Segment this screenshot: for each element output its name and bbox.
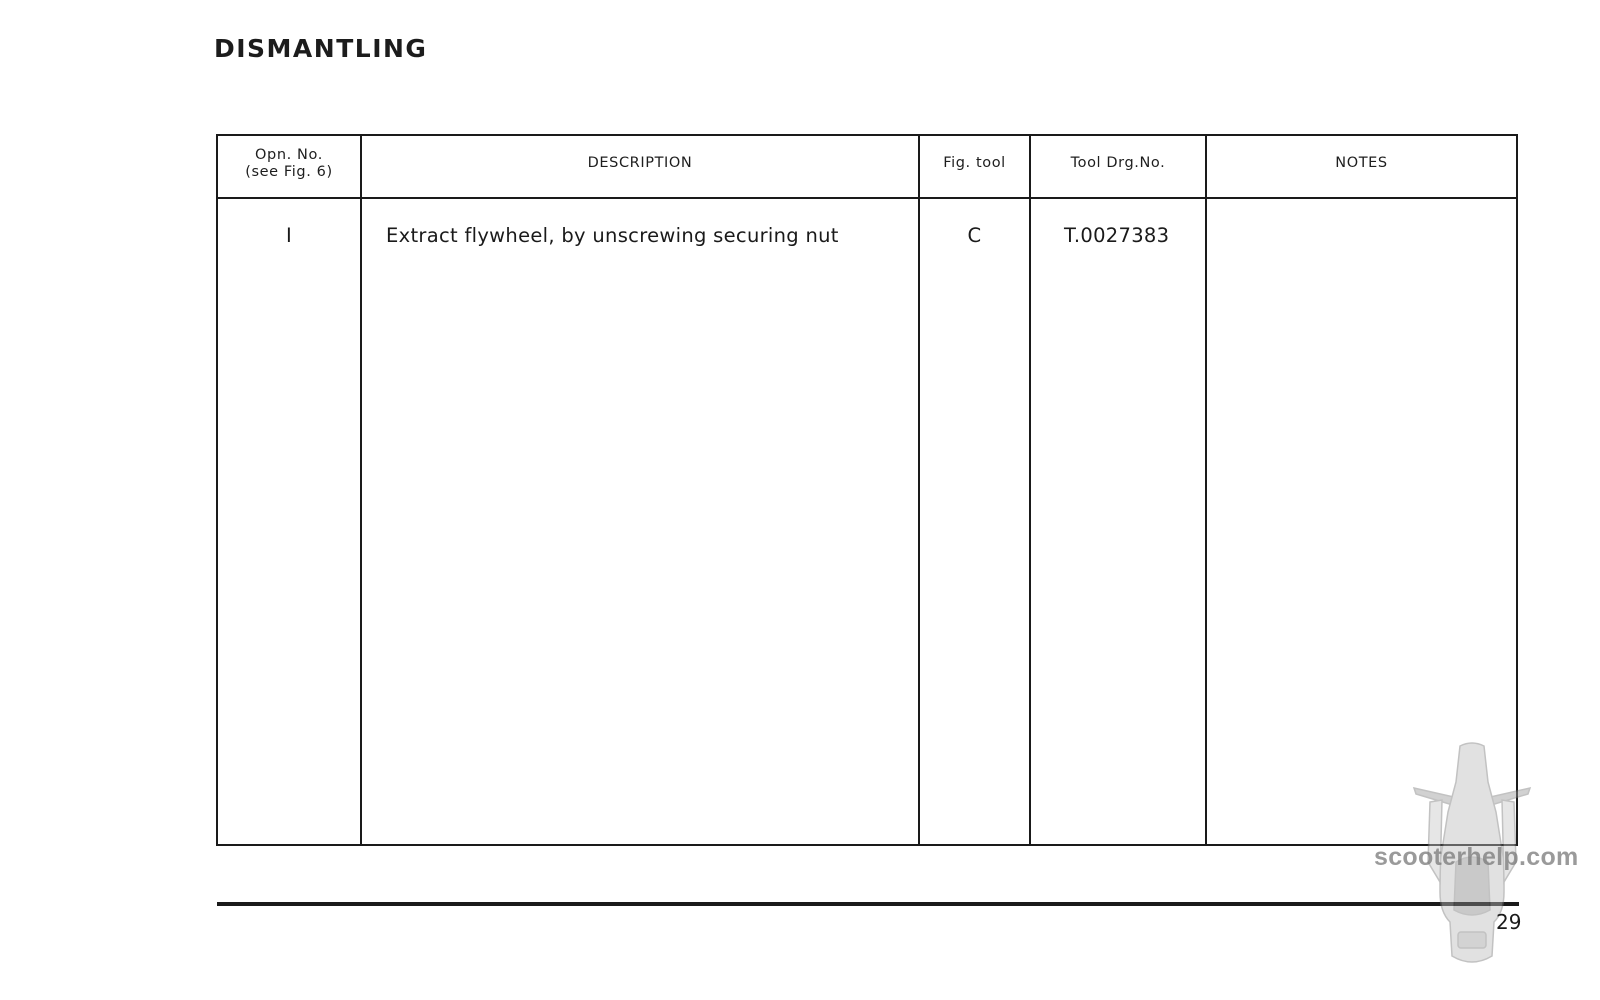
column-divider — [1205, 136, 1207, 844]
cell-opn-no: I — [285, 224, 293, 247]
column-divider — [360, 136, 362, 844]
header-fig-tool: Fig. tool — [943, 155, 1006, 171]
watermark-text: scooterhelp.com — [1374, 843, 1579, 871]
cell-tool-drg-no: T.0027383 — [1064, 224, 1170, 247]
header-notes: NOTES — [1335, 155, 1388, 171]
page-title: DISMANTLING — [214, 34, 428, 63]
header-opn-no: Opn. No. (see Fig. 6) — [245, 146, 333, 180]
header-divider — [218, 197, 1516, 199]
column-divider — [1029, 136, 1031, 844]
page-number: 29 — [1496, 910, 1522, 934]
header-tool-drg-no: Tool Drg.No. — [1070, 155, 1166, 171]
cell-fig-tool: C — [967, 224, 982, 247]
header-description: DESCRIPTION — [587, 155, 693, 171]
operations-table — [216, 134, 1518, 846]
cell-description: Extract flywheel, by unscrewing securing nut — [386, 224, 839, 247]
bottom-rule — [217, 902, 1519, 906]
